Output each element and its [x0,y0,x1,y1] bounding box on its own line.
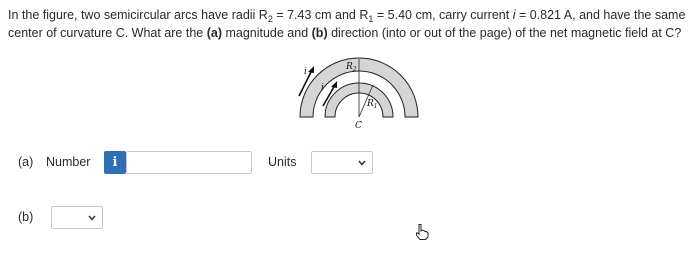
part-b-label: (b) [18,210,34,224]
chevron-down-icon [88,215,96,221]
info-button[interactable] [104,151,126,174]
direction-select[interactable] [51,206,103,229]
number-label: Number [46,155,91,169]
chevron-down-icon [358,160,366,166]
part-b-tag: (b) [311,26,328,40]
current-arrowhead-outer [308,66,314,73]
question-text-part: direction (into or out of the page) of the net magnetic field at C? [327,26,682,40]
current-arrowhead-inner [331,81,337,88]
figure-label-r2: $R_2$ [346,62,357,73]
part-a-tag: (a) [206,26,222,40]
part-a-label: (a) [18,155,34,169]
figure-label-i-inner: i [321,83,324,93]
info-icon: i [112,155,118,170]
figure-label-r1: $R_1$ [367,99,378,110]
question-text-part: = 0.821 A, and have the same center of curvature C. What are the [8,8,686,40]
question-text [8,6,692,42]
number-input[interactable] [126,151,252,174]
question-text-part: In the figure, two semicircular arcs have radii R [8,8,268,22]
question-text-part: = 5.40 cm, carry current [373,8,513,22]
figure-label-i-outer: i [304,67,307,77]
units-select[interactable] [311,151,373,174]
question-subscript: 2 [267,14,273,24]
question-subscript: 1 [368,14,374,24]
figure-label-center: C [355,121,362,131]
current-symbol: i [512,8,516,22]
hand-pointer-cursor-icon [414,223,430,241]
question-text-part: magnitude and [221,26,312,40]
semicircular-arcs-figure [290,52,440,132]
question-text-part: = 7.43 cm and R [272,8,369,22]
units-label: Units [268,155,297,169]
